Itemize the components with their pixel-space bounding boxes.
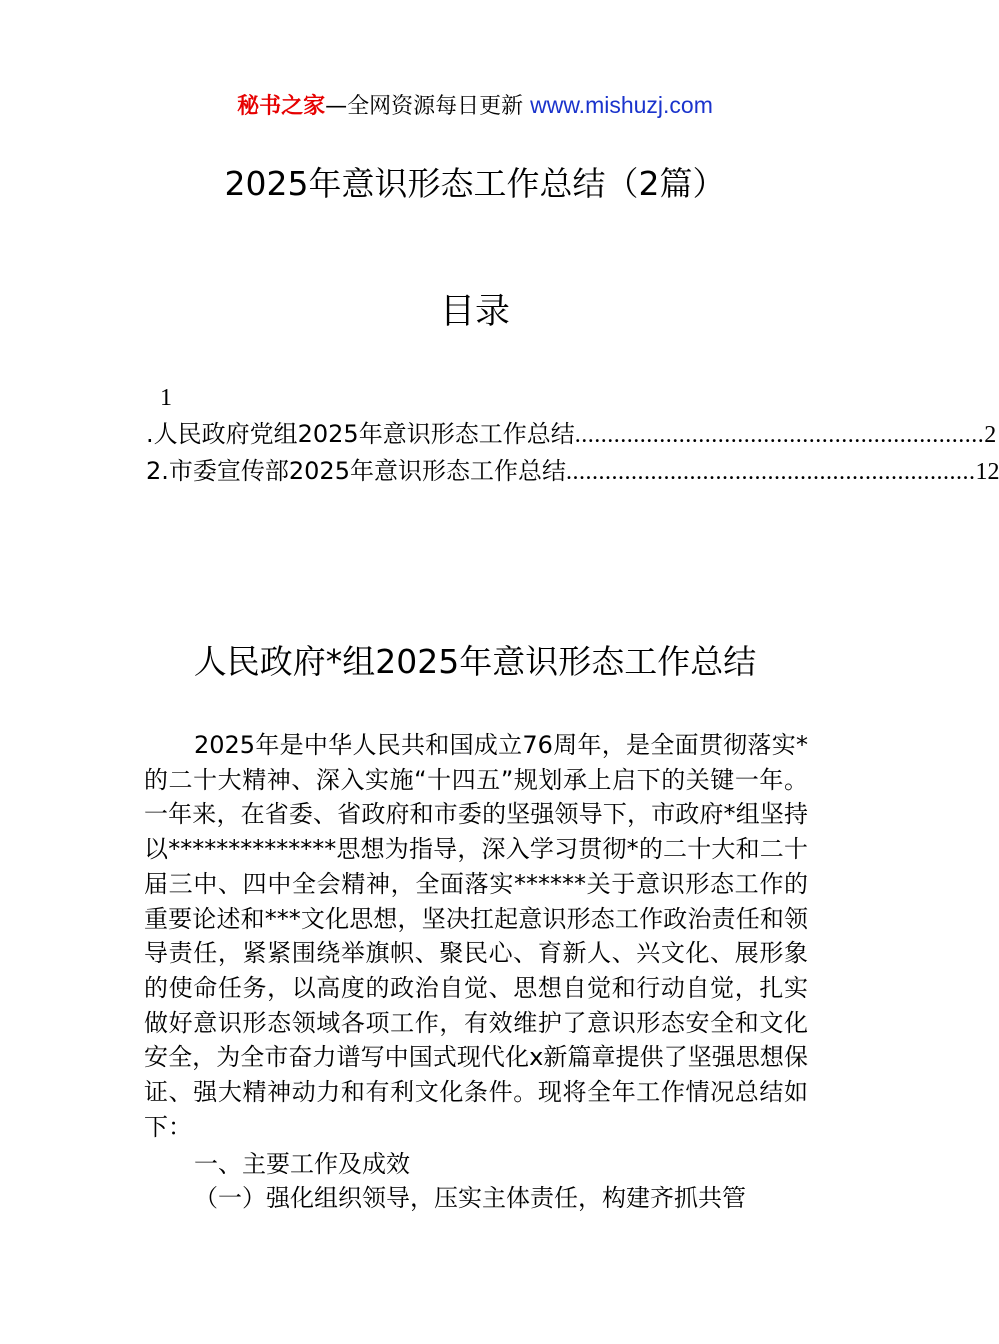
toc-entry-page: 12 xyxy=(975,459,999,485)
toc-entry-label[interactable]: .人民政府党组2025年意识形态工作总结 xyxy=(146,420,575,448)
toc-entry-number: 1 xyxy=(160,385,172,411)
toc-entry-2[interactable] xyxy=(146,453,999,490)
document-title: 2025年意识形态工作总结（2篇） xyxy=(224,164,726,203)
toc-leader-dots: ............................................................... xyxy=(574,422,985,448)
section-title: 人民政府*组2025年意识形态工作总结 xyxy=(193,642,757,681)
toc-entry-page: 2 xyxy=(984,422,997,448)
toc-entry-label[interactable]: 2.市委宣传部2025年意识形态工作总结 xyxy=(146,457,566,485)
toc-leader-dots: ............................................................... xyxy=(565,459,976,485)
heading-level-2: （一）强化组织领导，压实主体责任，构建齐抓共管 xyxy=(194,1184,746,1212)
heading-level-1: 一、主要工作及成效 xyxy=(194,1150,410,1178)
table-of-contents xyxy=(146,380,999,490)
site-brand: 秘书之家 xyxy=(237,94,326,119)
site-url-link[interactable]: www.mishuzj.com xyxy=(530,92,713,118)
body-paragraph: 2025年是中华人民共和国成立76周年，是全面贯彻落实*的二十大精神、深入实施“十四五”规划承上启下的关键一年。一年来，在省委、省政府和市委的坚强领导下，市政府*组坚持以**************思想为指导，深入学习贯彻*的二十大和二十届三中、四中全会精神，全面落实******关于意识形态工作的重要论述和***文化思想，坚决扛起意识形态工作政治责任和领导责任，紧紧围绕举旗帜、聚民心、育新人、兴文化、展形象的使命任务，以高度的政治自觉、思想自觉和行动自觉，扎实做好意识形态领域各项工作，有效维护了意识形态安全和文化安全，为全市奋力谱写中国式现代化x新篇章提供了坚强思想保证、强大精神动力和有利文化条件。现将全年工作情况总结如下： xyxy=(144,731,808,1141)
toc-entry-1[interactable] xyxy=(146,416,997,453)
toc-title: 目录 xyxy=(439,292,510,332)
site-banner xyxy=(0,88,950,124)
site-tagline: —全网资源每日更新 xyxy=(325,94,531,119)
